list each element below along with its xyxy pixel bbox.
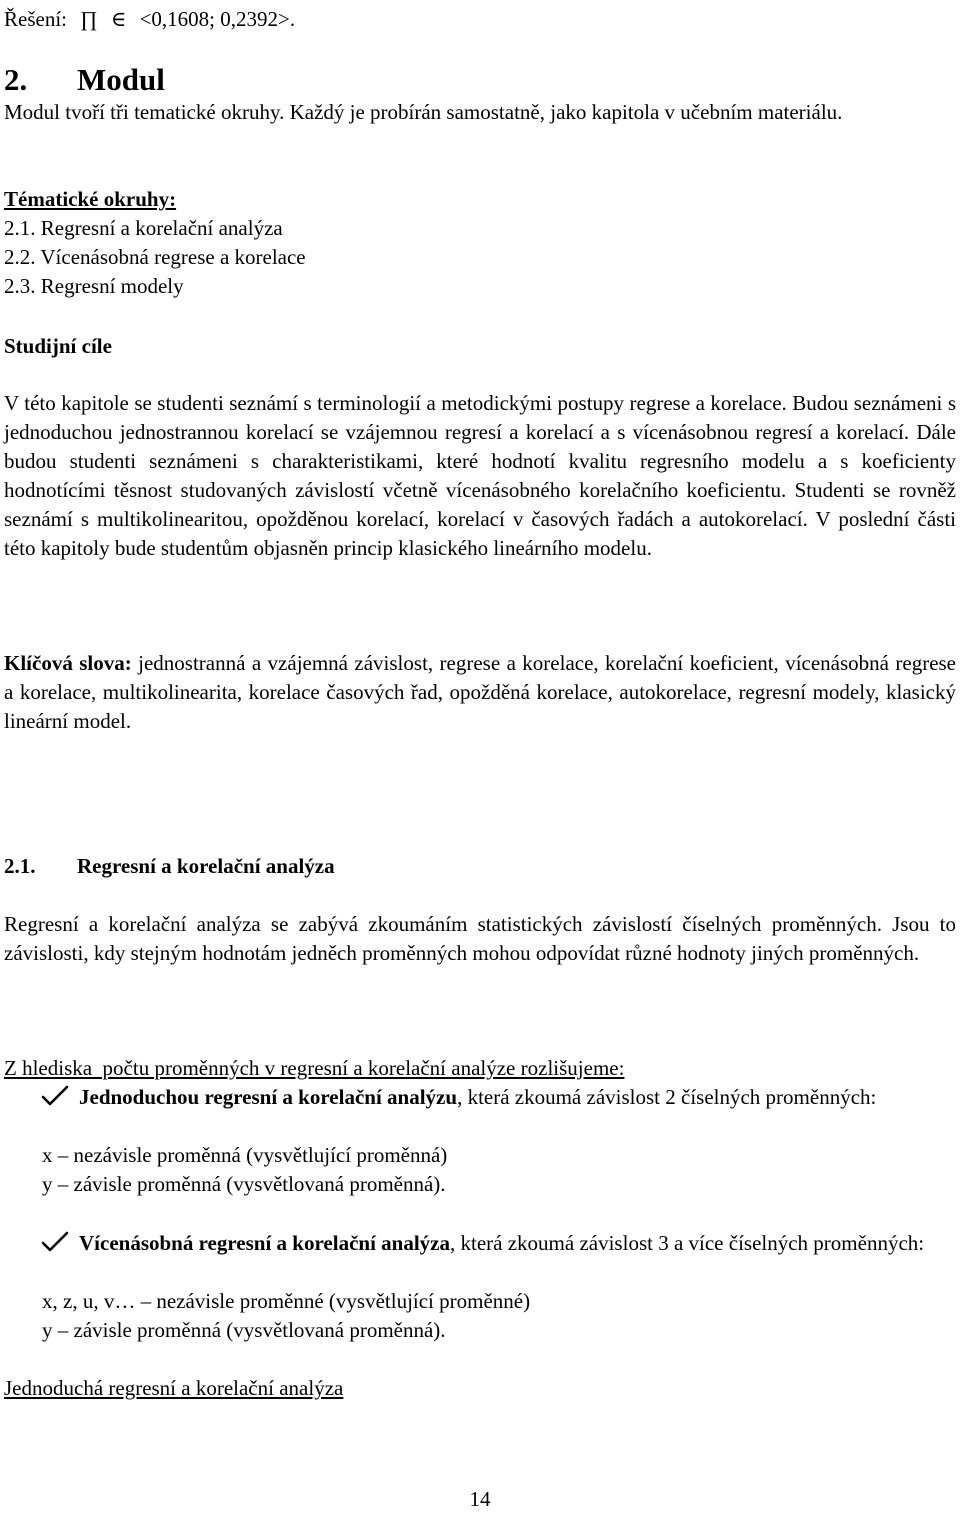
- list-item-bold: Vícenásobná regresní a korelační analýza: [79, 1231, 451, 1255]
- solution-line: [4, 5, 956, 34]
- topic-item: 2.3. Regresní modely: [4, 274, 184, 298]
- distinguish-heading: Z hlediska počtu proměnných v regresní a korelační analýze rozlišujeme:: [4, 1056, 625, 1080]
- list-item-rest: , která zkoumá závislost 2 číselných proměnných:: [457, 1085, 877, 1109]
- module-number: 2.: [4, 62, 28, 97]
- subheading: Jednoduchá regresní a korelační analýza: [4, 1376, 344, 1400]
- section-heading: [4, 852, 956, 881]
- topic-item: 2.2. Vícenásobná regrese a korelace: [4, 245, 306, 269]
- module-intro: Modul tvoří tři tematické okruhy. Každý je probírán samostatně, jako kapitola v učebním materiálu.: [4, 100, 843, 124]
- checkmark-icon: [40, 1230, 70, 1259]
- variable-x-line: x, z, u, v… – nezávisle proměnné (vysvětlující proměnné): [42, 1289, 531, 1313]
- topic-item: 2.1. Regresní a korelační analýza: [4, 216, 283, 240]
- solution-label: Řešení:: [4, 7, 67, 31]
- variable-y-line: y – závisle proměnná (vysvětlovaná proměnná).: [42, 1318, 446, 1342]
- module-title: Modul: [77, 62, 165, 97]
- section-number: 2.1.: [4, 854, 36, 878]
- list-item-rest: , která zkoumá závislost 3 a více číselných proměnných:: [450, 1231, 925, 1255]
- keywords-text: jednostranná a vzájemná závislost, regrese a korelace, korelační koeficient, vícenásobná regrese a korelace, multikolinearita, korelace časových řad, opožděná korelace, autokorelace, regresní modely, klasický lineární model.: [4, 651, 957, 733]
- module-heading: [4, 62, 956, 98]
- section-title: Regresní a korelační analýza: [77, 854, 335, 878]
- section-text: Regresní a korelační analýza se zabývá zkoumáním statistických závislostí číselných proměnných. Jsou to závislosti, kdy stejným hodnotám jedněch proměnných mohou odpovídat různé hodnoty jiných proměnných.: [4, 912, 956, 965]
- confidence-interval: <0,1608; 0,2392>.: [139, 7, 296, 31]
- goals-text: V této kapitole se studenti seznámí s terminologií a metodickými postupy regrese a korelace. Budou seznámeni s jednoduchou jednostrannou korelací se vzájemnou regresí a korelací a s vícenásobnou regresí a korelací. Dále budou studenti seznámeni s charakteristikami, které hodnotí kvalitu regresního modelu a s koeficienty hodnotícími těsnost studovaných závislostí včetně vícenásobného korelačního koeficientu. Studenti se rovněž seznámí s multikolinearitou, opožděnou korelací, korelací v časových řadách a autokorelací. V poslední části této kapitoly bude studentům objasněn princip klasického lineárního modelu.: [4, 391, 956, 560]
- variable-x-line: x – nezávisle proměnná (vysvětlující proměnná): [42, 1143, 448, 1167]
- element-of-symbol: ∈: [110, 7, 127, 31]
- checkmark-icon: [40, 1084, 70, 1113]
- list-item-multiple: [79, 1229, 956, 1258]
- goals-heading: Studijní cíle: [4, 334, 112, 358]
- variable-y-line: y – závisle proměnná (vysvětlovaná proměnná).: [42, 1172, 446, 1196]
- keywords-label: Klíčová slova:: [4, 651, 132, 675]
- list-item-bold: Jednoduchou regresní a korelační analýzu: [79, 1085, 458, 1109]
- product-symbol: ∏: [80, 7, 98, 31]
- list-item-simple: [79, 1083, 956, 1112]
- page-number: 14: [469, 1487, 491, 1511]
- topics-heading: Tématické okruhy:: [4, 187, 177, 211]
- keywords-paragraph: [4, 649, 956, 736]
